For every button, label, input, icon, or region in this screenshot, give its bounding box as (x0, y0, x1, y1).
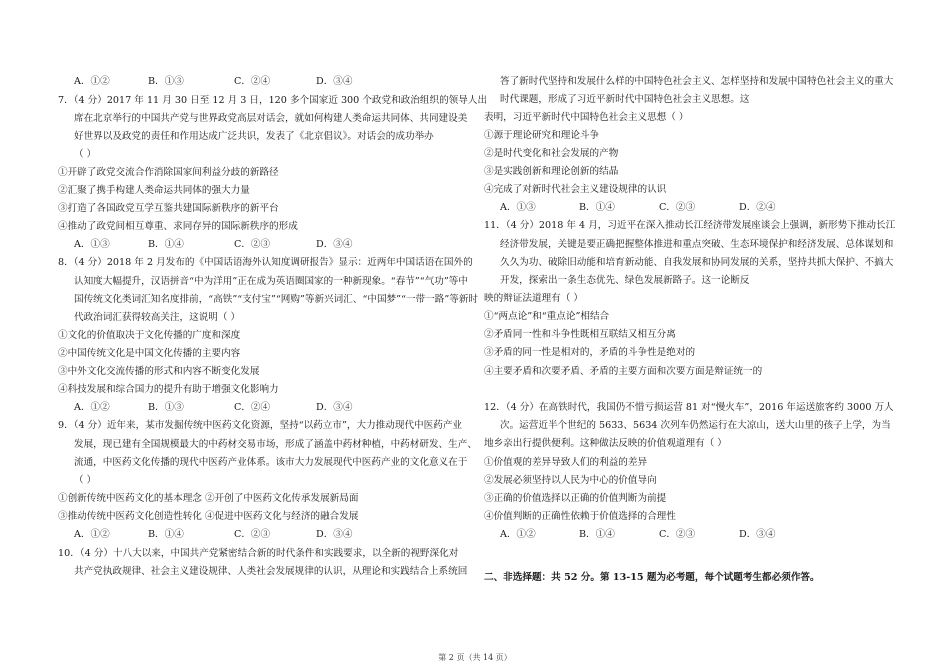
q12-item: ③正确的价值选择以正确的价值判断为前提 (484, 493, 667, 504)
q10-stem-line: 10．（4 分）十八大以来，中国共产党紧密结合新的时代条件和实践要求，以全新的视野深化对 (58, 548, 459, 559)
q11-stem-line: 开发，探索出一条生态优先、绿色发展新路子。这一论断反 (500, 275, 750, 286)
q9-option-c: C．②③ (234, 529, 271, 540)
q9-option-b: B．①④ (148, 529, 184, 540)
q12-item: ④价值判断的正确性依赖于价值选择的合理性 (484, 511, 676, 522)
section-heading: 二、非选择题：共 52 分。第 13-15 题为必考题，每个试题考生都必须作答。 (484, 572, 820, 583)
q9-stem-line: 流通，中医药文化传播的现代中医药产业体系。该市大力发展现代中医药产业的文化意义在于 (74, 457, 468, 468)
q10-option-d: D．②④ (739, 202, 776, 213)
q8-stem-line: 认知度大幅提升，汉语拼音“中为洋用”正在成为英语圈国家的一种新现象。“春节”“气功”等中 (74, 276, 468, 287)
q8-stem-line: 国传统文化类词汇知名度排前，“高铁”“支付宝”“网购”等新兴词汇、“中国梦”“一带一路”等新时 (74, 294, 479, 305)
q7-option-d: D．③④ (316, 239, 353, 250)
q6-option-d: D．③④ (316, 76, 353, 87)
q11-item: ③矛盾的同一性是相对的，矛盾的斗争性是绝对的 (484, 347, 696, 358)
q11-item: ①“两点论”和“重点论”相结合 (484, 311, 610, 322)
q7-option-c: C．②③ (234, 239, 271, 250)
q12-stem-line: 次。运营近半个世纪的 5633、5634 次列车仍然运行在大凉山，送大山里的孩子上学，为当 (500, 420, 891, 431)
q10-option-c: C．②③ (659, 202, 696, 213)
q11-stem-line: 映的辩证法道理有（ ） (484, 293, 583, 304)
q7-item: ③打造了各国政党互学互鉴共建国际新秩序的新平台 (58, 203, 279, 214)
q9-stem-line: 发展，现已建有全国规模最大的中药材交易市场，形成了涵盖中药材种植，中药材研发、生产、 (74, 439, 477, 450)
q8-item: ①文化的价值取决于文化传播的广度和深度 (58, 330, 241, 341)
q12-option-b: B．①④ (579, 529, 615, 540)
q12-stem-line: 地乡亲出行提供便利。这种做法反映的价值观道理有（ ） (484, 438, 727, 449)
q7-option-b: B．①④ (148, 239, 184, 250)
q8-item: ②中国传统文化是中国文化传播的主要内容 (58, 348, 241, 359)
q12-option-d: D．③④ (739, 529, 776, 540)
q9-stem-line: 9．（4 分）近年来，某市发掘传统中医药文化资源，坚持“以药立市”，大力推动现代中医药产业 (58, 420, 463, 431)
q12-item: ②发展必须坚持以人民为中心的价值导向 (484, 475, 657, 486)
q7-item: ④推动了政党间相互尊重、求同存异的国际新秩序的形成 (58, 221, 298, 232)
q12-item: ①价值观的差异导致人们的利益的差异 (484, 457, 648, 468)
q11-stem-line: 经济带发展，关键是要正确把握整体推进和重点突破、生态环境保护和经济发展、总体谋划和 (500, 239, 894, 250)
q7-stem-line: 好世界以及政党的责任和作用达成广泛共识，发表了《北京倡议》。对话会的成功举办 (74, 131, 434, 142)
q10-stem-line: 共产党执政规律、社会主义建设规律、人类社会发展规律的认识，从理论和实践结合上系统回 (74, 566, 468, 577)
q11-stem-line: 11．（4 分）2018 年 4 月，习近平在深入推动长江经济带发展座谈会上强调，新形势下推动长江 (484, 220, 896, 231)
q11-stem-line: 久久为功、破除旧动能和培育新动能、自我发展和协同发展的关系，坚持共抓大保护、不搞大 (500, 257, 894, 268)
q9-stem-line: （ ） (74, 475, 97, 486)
q8-item: ④科技发展和综合国力的提升有助于增强文化影响力 (58, 384, 279, 395)
q8-option-d: D．③④ (316, 402, 353, 413)
q6-option-a: A．①② (74, 76, 110, 87)
q7-stem-line: （ ） (74, 149, 97, 160)
q12-stem-line: 12．（4 分）在高铁时代，我国仍不惜亏损运营 81 对“慢火车”，2016 年运送旅客约 3000 万人 (484, 402, 894, 413)
q6-option-b: B．①③ (148, 76, 184, 87)
q8-stem-line: 8．（4 分）2018 年 2 月发布的《中国话语海外认知度调研报告》显示：近两年中国话语在国外的 (58, 257, 473, 268)
q7-stem-line: 7．（4 分）2017 年 11 月 30 日至 12 月 3 日，120 多个国家近 300 个政党和政治组织的领导人出 (58, 95, 488, 106)
q10-item: ③是实践创新和理论创新的结晶 (484, 166, 619, 177)
page-footer: 第 2 页（共 14 页） (438, 653, 512, 662)
q8-stem-line: 代政治词汇获得较高关注，这说明（ ） (74, 312, 241, 323)
q8-option-b: B．①③ (148, 402, 184, 413)
q9-option-d: D．③④ (316, 529, 353, 540)
q12-option-c: C．②③ (659, 529, 696, 540)
q12-option-a: A．①② (500, 529, 536, 540)
q7-item: ②汇聚了携手构建人类命运共同体的强大力量 (58, 185, 250, 196)
q7-item: ①开辟了政党交流合作消除国家间利益分歧的新路径 (58, 167, 279, 178)
q6-option-c: C．②④ (234, 76, 271, 87)
q9-item: ③推动传统中医药文化创造性转化 ④促进中医药文化与经济的融合发展 (58, 511, 359, 522)
q10-item: ②是时代变化和社会发展的产物 (484, 148, 619, 159)
q11-item: ②矛盾同一性和斗争性既相互联结又相互分离 (484, 329, 676, 340)
q10-stem-line: 时代课题，形成了习近平新时代中国特色社会主义思想。这 (500, 94, 750, 105)
q8-option-c: C．②④ (234, 402, 271, 413)
q11-item: ④主要矛盾和次要矛盾、矛盾的主要方面和次要方面是辩证统一的 (484, 366, 763, 377)
q9-option-a: A．①② (74, 529, 110, 540)
q10-item: ④完成了对新时代社会主义建设规律的认识 (484, 184, 667, 195)
q8-option-a: A．①② (74, 402, 110, 413)
q9-item: ①创新传统中医药文化的基本理念 ②开创了中医药文化传承发展新局面 (58, 493, 359, 504)
q10-option-a: A．①③ (500, 202, 536, 213)
q10-stem-line: 答了新时代坚持和发展什么样的中国特色社会主义、怎样坚持和发展中国特色社会主义的重大 (500, 76, 894, 87)
q7-stem-line: 席在北京举行的中国共产党与世界政党高层对话会，就如何构建人类命运共同体、共同建设美 (74, 113, 468, 124)
q10-option-b: B．①④ (579, 202, 615, 213)
q10-item: ①源于理论研究和理论斗争 (484, 130, 600, 141)
q10-stem-line: 表明，习近平新时代中国特色社会主义思想（ ） (484, 112, 689, 123)
q8-item: ③中外文化交流传播的形式和内容不断变化发展 (58, 366, 260, 377)
q7-option-a: A．①③ (74, 239, 110, 250)
